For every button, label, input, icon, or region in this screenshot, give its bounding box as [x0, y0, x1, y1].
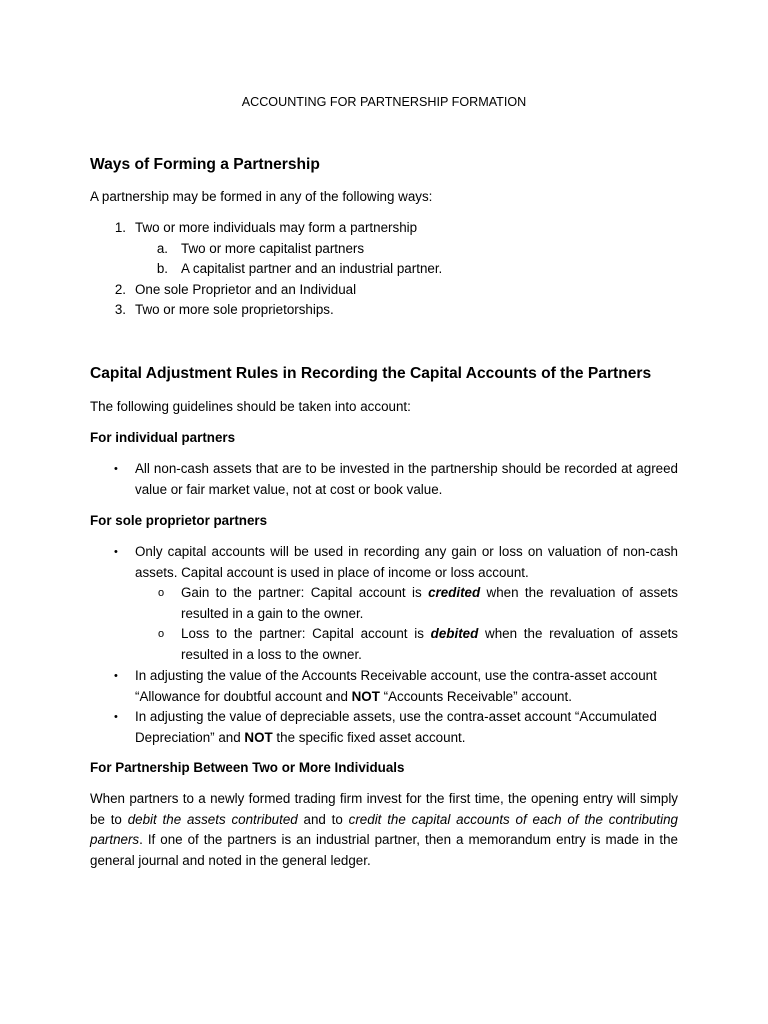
loss-text-end: when the revaluation of assets resulted in a loss to the owner. — [181, 626, 679, 662]
circle-bullet-icon: o — [158, 628, 165, 640]
dep-not-emphasis: NOT — [244, 729, 273, 745]
gain-text-end: when the revaluation of assets resulted in a gain to the owner. — [181, 585, 679, 621]
dep-text-end: the specific fixed asset account. — [272, 729, 466, 745]
list-item-text: Two or more sole proprietorships. — [135, 302, 334, 317]
gain-emphasis: credited — [428, 585, 481, 600]
sub-bullet-gain — [181, 583, 678, 624]
ar-text: In adjusting the value of the Accounts Receivable account, use the contra-asset account “Allowance for doubtful account and — [135, 668, 657, 704]
bullet-icon: • — [114, 546, 118, 558]
list-number: 1. — [114, 220, 126, 235]
bullet-text-noncash: All non-cash assets that are to be invested in the partnership should be recorded at agreed value or fair market value, not at cost or book value. — [135, 461, 678, 497]
bullet-icon: • — [114, 711, 118, 723]
sublist-letter: a. — [156, 241, 168, 256]
section-heading-ways: Ways of Forming a Partnership — [90, 156, 320, 173]
bullet-icon: • — [114, 670, 118, 682]
para-text: When partners to a newly formed trading firm invest for the first time, the opening entry will simply be to — [90, 791, 678, 827]
sublist-item-text: Two or more capitalist partners — [181, 241, 365, 256]
section-heading-capital: Capital Adjustment Rules in Recording the Capital Accounts of the Partners — [90, 365, 652, 382]
circle-bullet-icon: o — [158, 587, 165, 599]
ar-not-emphasis: NOT — [351, 688, 380, 704]
list-item-text: One sole Proprietor and an Individual — [135, 282, 357, 297]
bullet-text-capital-accounts: Only capital accounts will be used in recording any gain or loss on valuation of non-cash assets. Capital account is used in place of income or loss account. — [135, 544, 678, 580]
bullet-icon: • — [114, 463, 118, 475]
paragraph-opening-entry — [90, 789, 678, 871]
bullet-text-depreciable — [135, 707, 678, 748]
list-number: 3. — [114, 302, 126, 317]
gain-text: Gain to the partner: Capital account is — [181, 585, 429, 600]
document-title: ACCOUNTING FOR PARTNERSHIP FORMATION — [241, 95, 527, 109]
para-emphasis-debit: debit the assets contributed — [127, 811, 298, 827]
para-text: and to — [297, 811, 349, 827]
sub-bullet-loss — [181, 624, 678, 665]
loss-emphasis: debited — [430, 626, 479, 641]
dep-text: In adjusting the value of depreciable assets, use the contra-asset account “Accumulated Depreciation” and — [135, 709, 657, 745]
para-emphasis-credit: credit the capital accounts of each of the contributing partners — [90, 811, 678, 848]
subheading-sole-proprietor: For sole proprietor partners — [90, 513, 268, 528]
bullet-text-accounts-receivable — [135, 666, 678, 707]
sublist-item-text: A capitalist partner and an industrial partner. — [181, 261, 443, 276]
subheading-individual: For individual partners — [90, 430, 236, 445]
section-intro-capital: The following guidelines should be taken into account: — [90, 399, 411, 414]
subheading-two-or-more: For Partnership Between Two or More Individuals — [90, 760, 405, 775]
ar-text-end: “Accounts Receivable” account. — [379, 688, 572, 704]
section-intro-ways: A partnership may be formed in any of the following ways: — [90, 189, 433, 204]
loss-text: Loss to the partner: Capital account is — [181, 626, 431, 641]
para-text: . If one of the partners is an industrial partner, then a memorandum entry is made in the general journal and noted in the general ledger. — [90, 832, 678, 868]
sublist-letter: b. — [156, 261, 168, 276]
list-number: 2. — [114, 282, 126, 297]
list-item-text: Two or more individuals may form a partnership — [135, 220, 418, 235]
